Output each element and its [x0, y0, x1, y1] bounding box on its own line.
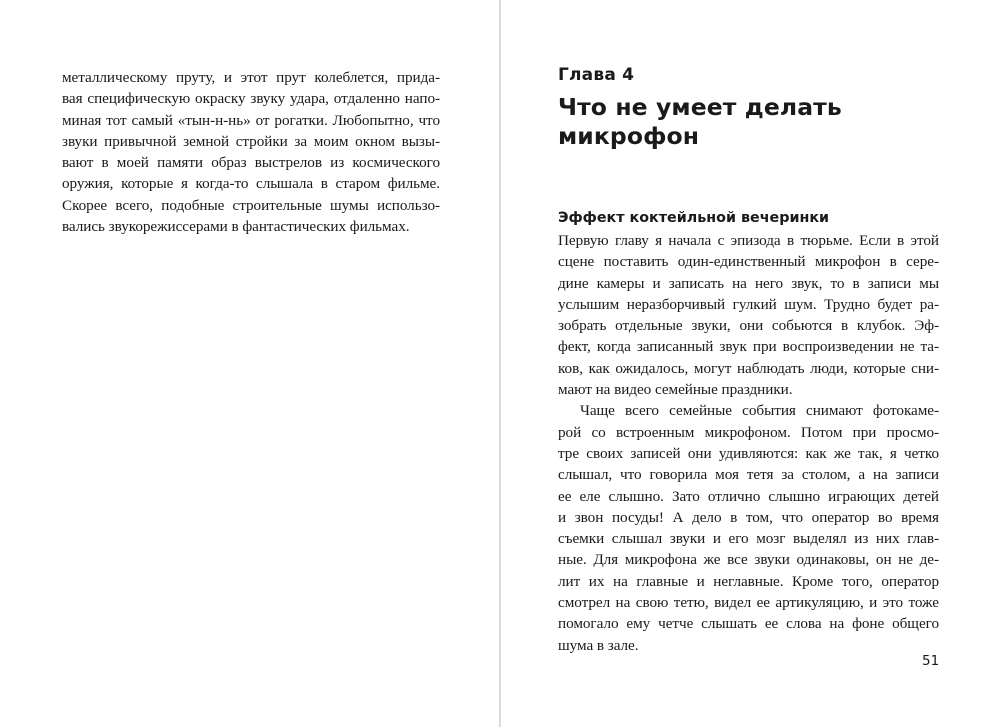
text-line: ее еле слышно. Зато отлично слышно играющих детей [558, 487, 939, 505]
text-line: миная тот самый «тын-н-нь» от рогатки. Любопытно, что [62, 111, 440, 129]
text-line: вают в моей памяти образ выстрелов из космического [62, 154, 440, 172]
text-line: звуки привычной земной стройки за моим окном вызы- [62, 132, 440, 150]
text-line: Скорее всего, подобные строительные шумы использо- [62, 196, 440, 214]
text-line: ков, как ожидалось, могут наблюдать люди, которые сни- [558, 359, 939, 377]
text-line: вались звукорежиссерами в фантастических фильмах. [62, 218, 410, 236]
text-line: дине камеры и записать на него звук, то в записи мы [558, 274, 939, 292]
text-line: помогало ему четче слышать ее слова на фоне общего [558, 615, 939, 633]
text-line: и звон посуды! А дело в том, что оператор во время [558, 508, 939, 526]
text-line: Чаще всего семейные события снимают фотокаме- [580, 402, 939, 420]
section-heading: Эффект коктейльной вечеринки [558, 210, 830, 226]
left-page-body-text [62, 67, 440, 237]
text-line: сцене поставить один-единственный микрофон в сере- [558, 253, 939, 271]
page-number: 51 [922, 653, 940, 669]
text-line: оружия, которые я когда-то слышала в старом фильме. [62, 175, 440, 193]
text-line: слышал, что говорила моя тетя за столом, а на записи [558, 466, 939, 484]
text-line: съемки слышал звуки и его мозг выделял из них глав- [558, 530, 939, 548]
text-line: шума в зале. [558, 636, 639, 654]
text-line: ные. Для микрофона же все звуки одинаковы, он не де- [558, 551, 939, 569]
text-line: лит их на главные и неглавные. Кроме того, оператор [558, 572, 939, 590]
text-line: металлическому пруту, и этот прут колеблется, прида- [62, 69, 440, 86]
chapter-label: Глава 4 [558, 65, 635, 85]
right-page-body-text [558, 230, 939, 656]
text-line: зобрать отдельные звуки, они собьются в клубок. Эф- [558, 317, 939, 335]
text-line: услышим неразборчивый гулкий шум. Трудно будет ра- [558, 295, 939, 313]
chapter-title-line: Что не умеет делать [558, 93, 842, 121]
text-line: рой со встроенным микрофоном. Потом при просмо- [558, 423, 939, 441]
text-line: фект, когда записанный звук при воспроизведении не та- [558, 338, 939, 356]
text-line: Первую главу я начала с эпизода в тюрьме. Если в этой [558, 232, 939, 249]
text-line: вая специфическую окраску звуку удара, отдаленно напо- [62, 90, 440, 108]
text-line: смотрел на свою тетю, видел ее артикуляцию, и это тоже [558, 594, 939, 612]
text-line: тре своих записей они удивляются: как же так, я четко [558, 444, 939, 462]
text-line: мают на видео семейные праздники. [558, 381, 793, 399]
chapter-title [558, 93, 938, 151]
chapter-title-line: микрофон [558, 122, 700, 150]
